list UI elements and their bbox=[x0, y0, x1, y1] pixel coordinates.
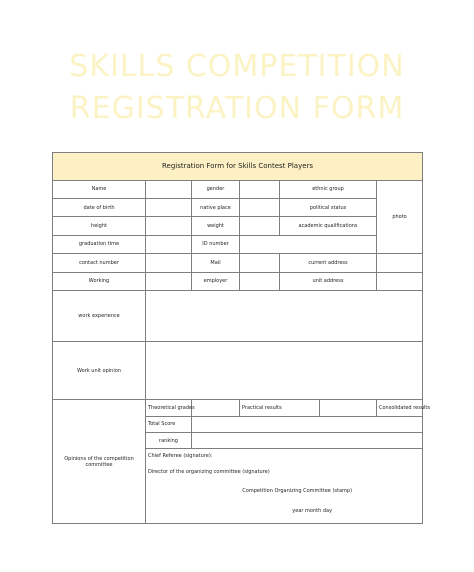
input-graduation-time[interactable] bbox=[146, 235, 192, 253]
input-id-number[interactable] bbox=[240, 235, 377, 253]
banner-line-1: SKILLS COMPETITION bbox=[69, 49, 405, 84]
label-graduation-time: graduation time bbox=[53, 235, 146, 253]
label-ethnic-group: ethnic group bbox=[280, 180, 377, 198]
input-work-unit-opinion[interactable] bbox=[146, 342, 423, 400]
label-current-address: current address bbox=[280, 254, 377, 272]
label-mail: Mail bbox=[192, 254, 240, 272]
input-theoretical-grades[interactable] bbox=[192, 400, 240, 416]
label-work-experience: work experience bbox=[53, 290, 146, 341]
label-height: height bbox=[53, 217, 146, 235]
input-ranking[interactable] bbox=[192, 432, 423, 448]
banner-line-2: REGISTRATION FORM bbox=[69, 91, 405, 126]
input-name[interactable] bbox=[146, 180, 192, 198]
label-theoretical-grades: Theoretical grades bbox=[146, 400, 192, 416]
label-date-of-birth: date of birth bbox=[53, 198, 146, 216]
label-employer: employer bbox=[192, 272, 240, 290]
input-gender[interactable] bbox=[240, 180, 280, 198]
chief-referee-signature[interactable]: Chief Referee (signature): bbox=[146, 449, 423, 463]
registration-form bbox=[52, 152, 430, 524]
input-work-experience[interactable] bbox=[146, 290, 423, 341]
input-mail[interactable] bbox=[240, 254, 280, 272]
input-total-score[interactable] bbox=[192, 416, 423, 432]
label-gender: gender bbox=[192, 180, 240, 198]
signature-date[interactable]: year month day bbox=[146, 500, 423, 524]
input-working[interactable] bbox=[146, 272, 192, 290]
committee-stamp[interactable]: Competition Organizing Committee (stamp) bbox=[146, 482, 423, 500]
label-working: Working bbox=[53, 272, 146, 290]
input-native-place[interactable] bbox=[240, 198, 280, 216]
input-employer[interactable] bbox=[240, 272, 280, 290]
label-total-score: Total Score bbox=[146, 416, 192, 432]
label-practical-results: Practical results bbox=[240, 400, 320, 416]
label-work-unit-opinion: Work unit opinion bbox=[53, 342, 146, 400]
label-ranking: ranking bbox=[146, 432, 192, 448]
input-current-address[interactable] bbox=[377, 254, 423, 272]
label-committee-opinions: Opinions of the competition committee bbox=[53, 400, 146, 524]
input-unit-address[interactable] bbox=[377, 272, 423, 290]
label-unit-address: unit address bbox=[280, 272, 377, 290]
page-banner bbox=[0, 46, 474, 130]
input-practical-results[interactable] bbox=[320, 400, 377, 416]
input-date-of-birth[interactable] bbox=[146, 198, 192, 216]
label-id-number: ID number bbox=[192, 235, 240, 253]
input-contact-number[interactable] bbox=[146, 254, 192, 272]
label-name: Name bbox=[53, 180, 146, 198]
director-signature[interactable]: Director of the organizing committee (signature) bbox=[146, 463, 423, 481]
input-height[interactable] bbox=[146, 217, 192, 235]
input-weight[interactable] bbox=[240, 217, 280, 235]
photo-box[interactable]: photo bbox=[377, 180, 423, 254]
form-title: Registration Form for Skills Contest Players bbox=[53, 153, 423, 181]
label-academic-qualifications: academic qualifications bbox=[280, 217, 377, 235]
label-native-place: native place bbox=[192, 198, 240, 216]
label-consolidated-results: Consolidated results bbox=[377, 400, 423, 416]
label-political-status: political status bbox=[280, 198, 377, 216]
label-contact-number: contact number bbox=[53, 254, 146, 272]
label-weight: weight bbox=[192, 217, 240, 235]
